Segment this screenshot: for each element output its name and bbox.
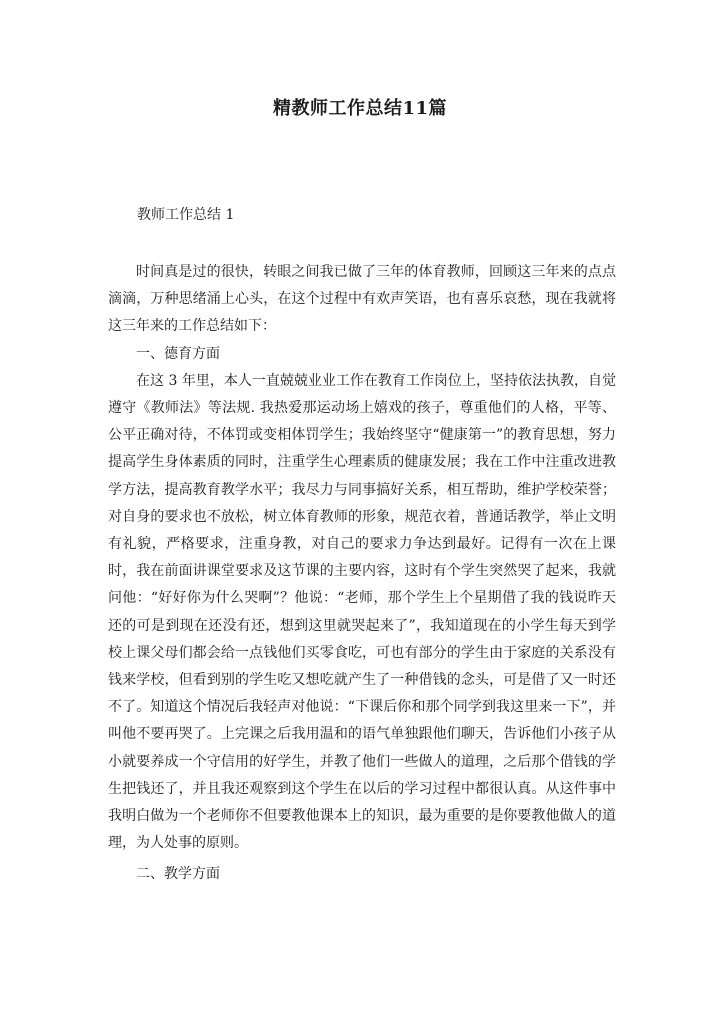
document-body bbox=[108, 259, 616, 889]
teaching-heading: 二、教学方面 bbox=[136, 866, 220, 883]
document-title: 精教师工作总结11篇 bbox=[272, 98, 448, 119]
intro-paragraph: 时间真是过的很快，转眼之间我已做了三年的体育教师，回顾这三年来的点点滴滴，万种思绪涌上心头，在这个过程中有欢声笑语，也有喜乐哀愁，现在我就将这三年来的工作总结如下： bbox=[108, 264, 616, 335]
moral-education-heading: 一、德育方面 bbox=[136, 345, 220, 362]
section-heading: 教师工作总结 1 bbox=[137, 207, 235, 223]
moral-education-paragraph: 在这 3 年里，本人一直兢兢业业工作在教育工作岗位上，坚持依法执教，自觉遵守《教师法》等法规. 我热爱那运动场上嬉戏的孩子，尊重他们的人格，平等、公平正确对待，不体罚或变相体罚学生；我始终坚守“健康第一”的教育思想，努力提高学生身体素质的同时，注重学生心理素质的健康发展；我在工作中注重改进教学方法，提高教育教学水平；我尽力与同事搞好关系，相互帮助，维护学校荣誉；对自身的要求也不放松，树立体育教师的形象，规范衣着，普通话教学，举止文明有礼貌，严格要求，注重身教，对自己的要求力争达到最好。记得有一次在上课时，我在前面讲课堂要求及这节课的主要内容，这时有个学生突然哭了起来，我就问他：“好好你为什么哭啊”？他说：“老师，那个学生上个星期借了我的钱说昨天还的可是到现在还没有还，想到这里就哭起来了”，我知道现在的小学生每天到学校上课父母们都会给一点钱他们买零食吃，可也有部分的学生由于家庭的关系没有钱来学校，但看到别的学生吃又想吃就产生了一种借钱的念头，可是借了又一时还不了。知道这个情况后我轻声对他说：“下课后你和那个同学到我这里来一下”，并叫他不要再哭了。上完课之后我用温和的语气单独跟他们聊天，告诉他们小孩子从小就要养成一个守信用的好学生，并教了他们一些做人的道理，之后那个借钱的学生把钱还了，并且我还观察到这个学生在以后的学习过程中都很认真。从这件事中我明白做为一个老师你不但要教他课本上的知识，最为重要的是你要教他做人的道理，为人处事的原则。 bbox=[108, 372, 616, 852]
